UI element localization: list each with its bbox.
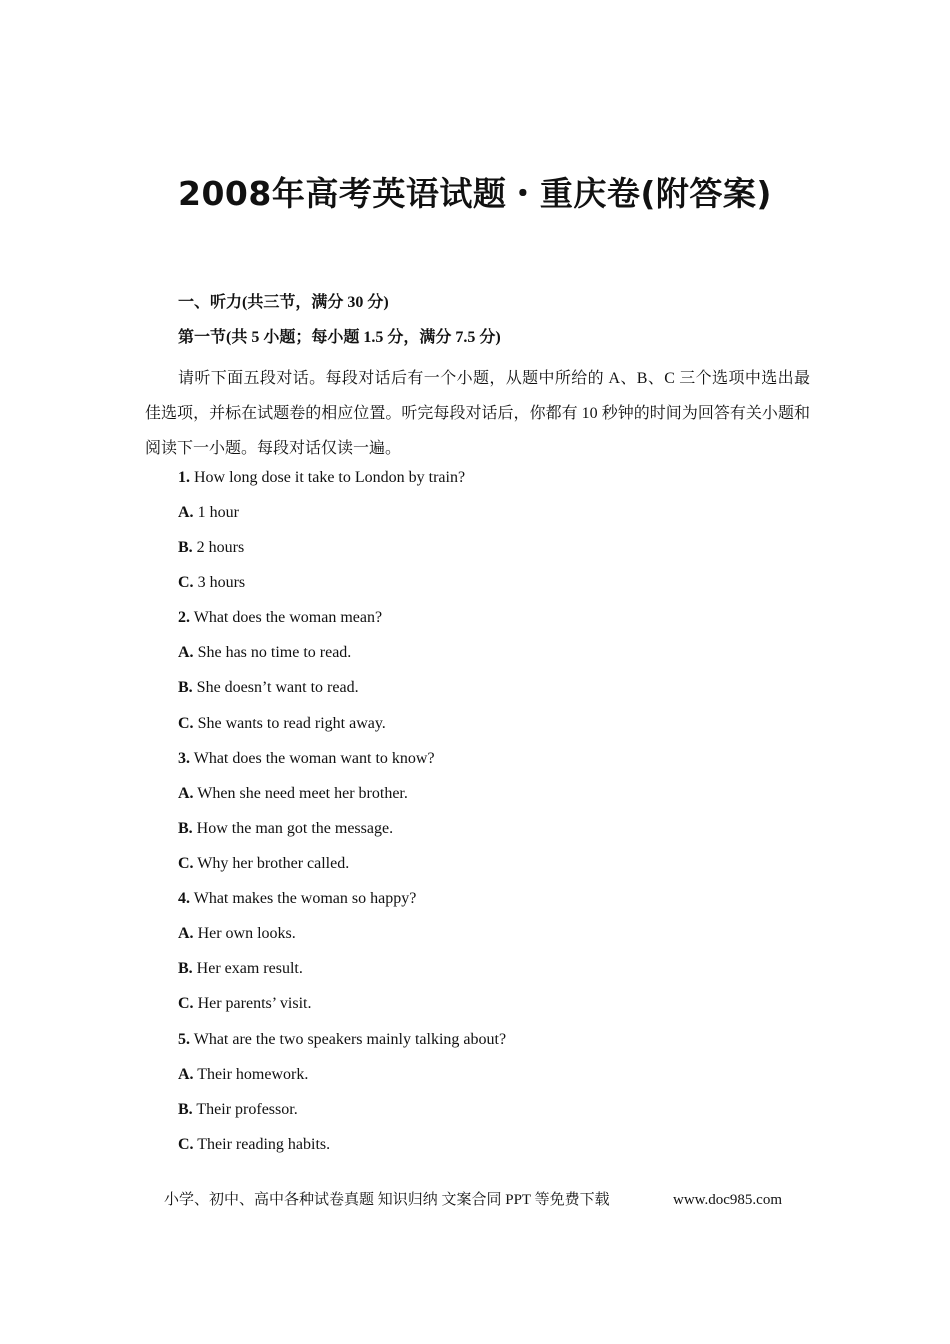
- option-letter: C.: [178, 1136, 194, 1153]
- option-text: 1 hour: [197, 504, 239, 521]
- question-1-option-b: [178, 537, 244, 559]
- option-text: Her own looks.: [197, 925, 296, 942]
- option-letter: A.: [178, 925, 194, 942]
- option-text: Their reading habits.: [197, 1136, 331, 1153]
- question-text: What are the two speakers mainly talking about?: [193, 1031, 507, 1048]
- option-text: Her parents’ visit.: [197, 995, 312, 1012]
- question-3-option-b: [178, 818, 393, 840]
- subsection-heading: 第一节(共 5 小题；每小题 1.5 分，满分 7.5 分): [178, 329, 501, 346]
- question-2-option-b: [178, 677, 359, 699]
- option-text: Their professor.: [196, 1101, 298, 1118]
- option-text: 3 hours: [197, 574, 246, 591]
- question-2: [178, 607, 382, 629]
- option-letter: C.: [178, 995, 194, 1012]
- option-text: She wants to read right away.: [197, 715, 386, 732]
- question-3-option-c: [178, 853, 349, 875]
- question-number: 2.: [178, 609, 190, 626]
- footer-website-link[interactable]: www.doc985.com: [673, 1192, 783, 1208]
- question-text: What makes the woman so happy?: [193, 890, 417, 907]
- option-letter: C.: [178, 855, 194, 872]
- option-letter: B.: [178, 1101, 193, 1118]
- question-number: 4.: [178, 890, 190, 907]
- question-5-option-a: [178, 1064, 308, 1086]
- question-4: [178, 888, 416, 910]
- option-text: She has no time to read.: [197, 644, 352, 661]
- option-text: Their homework.: [197, 1066, 309, 1083]
- option-text: Why her brother called.: [197, 855, 350, 872]
- option-letter: B.: [178, 960, 193, 977]
- document-title: 2008年高考英语试题・重庆卷(附答案): [177, 174, 772, 213]
- option-text: When she need meet her brother.: [197, 785, 408, 802]
- question-3-option-a: [178, 783, 408, 805]
- option-text: How the man got the message.: [196, 820, 394, 837]
- question-2-option-c: [178, 713, 386, 735]
- question-5-option-b: [178, 1099, 298, 1121]
- option-letter: A.: [178, 504, 194, 521]
- option-letter: B.: [178, 539, 193, 556]
- question-1-option-a: [178, 502, 239, 524]
- footer-promo-text: 小学、初中、高中各种试卷真题 知识归纳 文案合同 PPT 等免费下载: [164, 1192, 610, 1208]
- question-4-option-b: [178, 958, 303, 980]
- option-text: 2 hours: [196, 539, 245, 556]
- question-4-option-a: [178, 923, 296, 945]
- section-heading: 一、听力(共三节，满分 30 分): [178, 294, 389, 311]
- question-number: 5.: [178, 1031, 190, 1048]
- question-3: [178, 748, 435, 770]
- question-4-option-c: [178, 993, 311, 1015]
- option-letter: A.: [178, 644, 194, 661]
- question-1-option-c: [178, 572, 245, 594]
- option-letter: A.: [178, 785, 194, 802]
- question-5: [178, 1029, 506, 1051]
- question-text: What does the woman want to know?: [193, 750, 435, 767]
- question-number: 3.: [178, 750, 190, 767]
- option-text: Her exam result.: [196, 960, 303, 977]
- option-letter: C.: [178, 574, 194, 591]
- question-1: [178, 467, 465, 489]
- option-text: She doesn’t want to read.: [196, 679, 359, 696]
- instructions-paragraph: 请听下面五段对话。每段对话后有一个小题，从题中所给的 A、B、C 三个选项中选出最佳选项，并标在试题卷的相应位置。听完每段对话后，你都有 10 秒钟的时间为回答有关小题和阅读下一小题。每段对话仅读一遍。: [145, 370, 810, 457]
- option-letter: A.: [178, 1066, 194, 1083]
- question-text: How long dose it take to London by train?: [194, 469, 466, 486]
- option-letter: B.: [178, 679, 193, 696]
- question-2-option-a: [178, 642, 351, 664]
- option-letter: B.: [178, 820, 193, 837]
- option-letter: C.: [178, 715, 194, 732]
- question-text: What does the woman mean?: [193, 609, 383, 626]
- question-number: 1.: [178, 469, 190, 486]
- question-5-option-c: [178, 1134, 330, 1156]
